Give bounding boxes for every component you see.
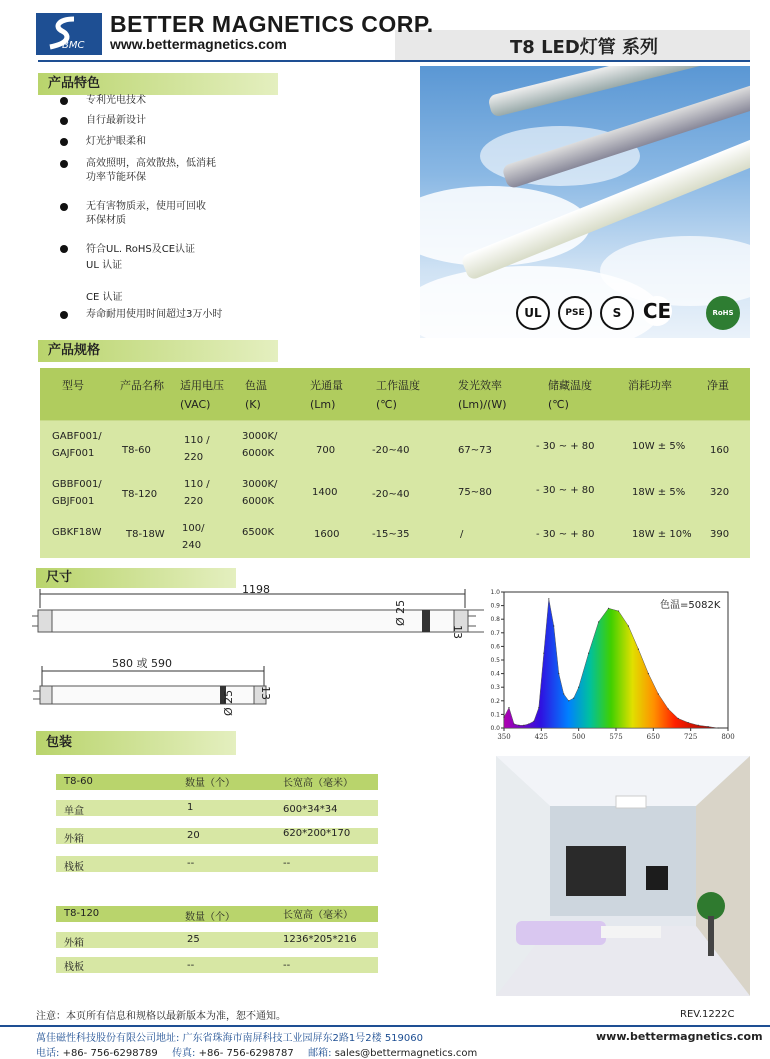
series-title: T8 LED灯管 系列 bbox=[510, 37, 659, 58]
spec-cell: -20~40 bbox=[372, 489, 410, 500]
package-cell: -- bbox=[283, 858, 291, 869]
mail-label: 邮箱: bbox=[308, 1048, 332, 1059]
package-cell: 1236*205*216 bbox=[283, 934, 357, 945]
package-header-cell: 数量（个） bbox=[185, 778, 235, 789]
spectrum-point bbox=[508, 707, 509, 708]
mail-value[interactable]: sales@bettermagnetics.com bbox=[334, 1048, 478, 1059]
rohs-cert-icon: RoHS bbox=[706, 296, 740, 330]
long-cap-label: 13 bbox=[451, 625, 464, 639]
y-tick-label: 0.5 bbox=[490, 657, 500, 664]
spec-cell: - 30 ~ + 80 bbox=[536, 529, 595, 540]
package-header-cell: 数量（个） bbox=[185, 912, 235, 923]
spectrum-point bbox=[543, 653, 544, 654]
revision-label: REV.1222C bbox=[680, 1009, 735, 1020]
spectrum-point bbox=[618, 610, 619, 611]
spec-cell: GABF001/ GAJF001 bbox=[52, 431, 102, 459]
spec-cell: 390 bbox=[710, 529, 730, 540]
y-tick-label: 0.9 bbox=[490, 602, 500, 610]
company-url[interactable]: www.bettermagnetics.com bbox=[110, 36, 287, 52]
package-header-cell: 长宽高（毫米） bbox=[283, 910, 353, 921]
spectrum-point bbox=[678, 718, 679, 719]
y-tick-label: 1.0 bbox=[490, 589, 500, 596]
y-tick-label: 0.2 bbox=[490, 697, 500, 705]
spectrum-point bbox=[707, 726, 708, 727]
package-cell: -- bbox=[283, 960, 291, 971]
spectrum-point bbox=[598, 621, 599, 622]
spectrum-point bbox=[608, 608, 609, 609]
spectrum-point bbox=[628, 625, 629, 626]
footer-note: 注意：本页所有信息和规格以最新版本为准，恕不通知。 bbox=[36, 1011, 286, 1022]
spec-header-cell: 光通量 (Lm) bbox=[310, 379, 343, 411]
x-tick-label: 800 bbox=[721, 733, 735, 741]
header-divider bbox=[38, 60, 750, 62]
x-tick-label: 425 bbox=[534, 733, 549, 741]
spec-cell: 110 / 220 bbox=[184, 435, 210, 463]
spec-cell: / bbox=[460, 529, 464, 540]
package-header-cell: T8-120 bbox=[64, 908, 100, 919]
spec-cell: 110 / 220 bbox=[184, 479, 210, 507]
package-cell: 外箱 bbox=[64, 834, 84, 845]
company-address: 萬佳磁性科技股份有限公司地址: 广东省珠海市南屏科技工业园屏东2路1号2楼 519060 bbox=[36, 1033, 423, 1044]
packaging-title: 包装 bbox=[36, 731, 236, 755]
y-tick-label: 0.3 bbox=[490, 684, 500, 692]
package-cell: 600*34*34 bbox=[283, 804, 338, 815]
package-cell: -- bbox=[187, 960, 195, 971]
logo-text: BMC bbox=[62, 40, 85, 51]
spectrum-point bbox=[717, 727, 718, 728]
short-cap-label: 13 bbox=[259, 686, 272, 700]
x-tick-label: 350 bbox=[497, 733, 511, 741]
spectrum-point bbox=[548, 598, 549, 599]
spec-cell: 67~73 bbox=[458, 445, 492, 456]
package-cell: -- bbox=[187, 858, 195, 869]
spec-cell: GBBF001/ GBJF001 bbox=[52, 479, 102, 507]
spec-header-cell: 色温 (K) bbox=[245, 379, 267, 411]
spec-cell: - 30 ~ + 80 bbox=[536, 485, 595, 496]
specs-title: 产品规格 bbox=[38, 340, 278, 362]
spec-cell: 1400 bbox=[312, 487, 338, 498]
spec-cell: 320 bbox=[710, 487, 730, 498]
dimensions-title: 尺寸 bbox=[36, 568, 236, 588]
spec-cell: -15~35 bbox=[372, 529, 410, 540]
spec-cell: 3000K/ 6000K bbox=[242, 479, 278, 507]
spectrum-point bbox=[503, 717, 504, 718]
y-tick-label: 0.0 bbox=[490, 725, 500, 732]
room-application-photo bbox=[496, 756, 750, 996]
spec-cell: 6500K bbox=[242, 527, 275, 538]
spec-cell: 160 bbox=[710, 445, 730, 456]
spec-header-cell: 型号 bbox=[62, 379, 84, 392]
spec-cell: 100/ 240 bbox=[182, 523, 205, 551]
spectrum-point bbox=[648, 673, 649, 674]
y-tick-label: 0.8 bbox=[490, 616, 500, 624]
spec-cell: T8-60 bbox=[122, 445, 151, 456]
long-length-label: 1198 bbox=[242, 583, 270, 596]
ce-cert-icon: CE bbox=[642, 296, 672, 326]
spectrum-point bbox=[518, 725, 519, 726]
spectrum-point bbox=[568, 700, 569, 701]
spectrum-point bbox=[698, 725, 699, 726]
spectrum-point bbox=[573, 697, 574, 698]
spec-cell: T8-18W bbox=[126, 529, 165, 540]
spec-header-cell: 发光效率 (Lm)/(W) bbox=[458, 379, 507, 411]
y-tick-label: 0.7 bbox=[490, 629, 500, 637]
spectrum-point bbox=[538, 707, 539, 708]
spectrum-point bbox=[533, 721, 534, 722]
spec-cell: T8-120 bbox=[122, 489, 158, 500]
package-cell: 20 bbox=[187, 830, 200, 841]
x-tick-label: 575 bbox=[609, 733, 623, 741]
x-tick-label: 650 bbox=[646, 733, 661, 741]
y-tick-label: 0.6 bbox=[490, 643, 500, 651]
spec-header-cell: 净重 bbox=[707, 379, 729, 392]
spec-header-cell: 工作温度 (℃) bbox=[376, 379, 420, 411]
company-name: BETTER MAGNETICS CORP. bbox=[110, 11, 434, 37]
table-row bbox=[56, 957, 378, 973]
x-tick-label: 500 bbox=[571, 733, 586, 741]
package-cell: 1 bbox=[187, 802, 194, 813]
spec-header-cell: 产品名称 bbox=[120, 379, 164, 392]
y-tick-label: 0.1 bbox=[490, 711, 500, 719]
spectrum-point bbox=[658, 693, 659, 694]
tel-value: +86- 756-6298789 bbox=[62, 1048, 158, 1059]
product-hero-image bbox=[420, 66, 750, 338]
spec-header-cell: 储藏温度 (℃) bbox=[548, 379, 592, 411]
short-length-label: 580 或 590 bbox=[112, 657, 172, 670]
package-header-cell: T8-60 bbox=[64, 776, 93, 787]
footer-divider bbox=[0, 1025, 770, 1027]
table-row bbox=[56, 856, 378, 872]
spectrum-point bbox=[558, 673, 559, 674]
spec-cell: GBKF18W bbox=[52, 527, 102, 538]
package-cell: 单盒 bbox=[64, 806, 84, 817]
color-temp-label: 色温=5082K bbox=[660, 600, 721, 611]
spec-cell: 10W ± 5% bbox=[632, 441, 686, 452]
spec-cell: 18W ± 10% bbox=[632, 529, 692, 540]
spectrum-point bbox=[523, 725, 524, 726]
short-diameter-label: Ø 25 bbox=[222, 689, 235, 716]
pse-cert-icon: PSE bbox=[558, 296, 592, 330]
bmc-logo bbox=[36, 13, 102, 55]
spec-cell: 1600 bbox=[314, 529, 340, 540]
package-cell: 栈板 bbox=[64, 962, 84, 973]
spectrum-point bbox=[553, 625, 554, 626]
spec-header-cell: 适用电压 (VAC) bbox=[180, 379, 224, 411]
features-title: 产品特色 bbox=[38, 73, 278, 95]
spectrum-point bbox=[563, 693, 564, 694]
spectrum-point bbox=[668, 708, 669, 709]
spectrum-point bbox=[578, 687, 579, 688]
s-cert-icon: S bbox=[600, 296, 634, 330]
package-cell: 栈板 bbox=[64, 862, 84, 873]
package-cell: 25 bbox=[187, 934, 200, 945]
spec-header-cell: 消耗功率 bbox=[628, 379, 672, 392]
ul-cert-icon: UL bbox=[516, 296, 550, 330]
fax-value: +86- 756-6298787 bbox=[198, 1048, 294, 1059]
footer-contact bbox=[36, 1044, 477, 1059]
spec-cell: 18W ± 5% bbox=[632, 487, 686, 498]
spectrum-point bbox=[513, 723, 514, 724]
spec-cell: 75~80 bbox=[458, 487, 492, 498]
package-header-cell: 长宽高（毫米） bbox=[283, 778, 353, 789]
spectrum-point bbox=[638, 649, 639, 650]
long-diameter-label: Ø 25 bbox=[394, 599, 407, 626]
spectrum-point bbox=[588, 653, 589, 654]
spec-cell: 700 bbox=[316, 445, 336, 456]
y-tick-label: 0.4 bbox=[490, 670, 500, 678]
spec-cell: -20~40 bbox=[372, 445, 410, 456]
spectrum-point bbox=[528, 723, 529, 724]
tel-label: 电话: bbox=[36, 1048, 60, 1059]
package-cell: 外箱 bbox=[64, 938, 84, 949]
spec-cell: - 30 ~ + 80 bbox=[536, 441, 595, 452]
footer-url[interactable]: www.bettermagnetics.com bbox=[596, 1030, 763, 1043]
fax-label: 传真: bbox=[172, 1048, 196, 1059]
spectrum-series-area bbox=[504, 599, 718, 728]
spectrum-point bbox=[688, 722, 689, 723]
spec-cell: 3000K/ 6000K bbox=[242, 431, 278, 459]
package-cell: 620*200*170 bbox=[283, 828, 351, 839]
x-tick-label: 725 bbox=[683, 733, 698, 741]
